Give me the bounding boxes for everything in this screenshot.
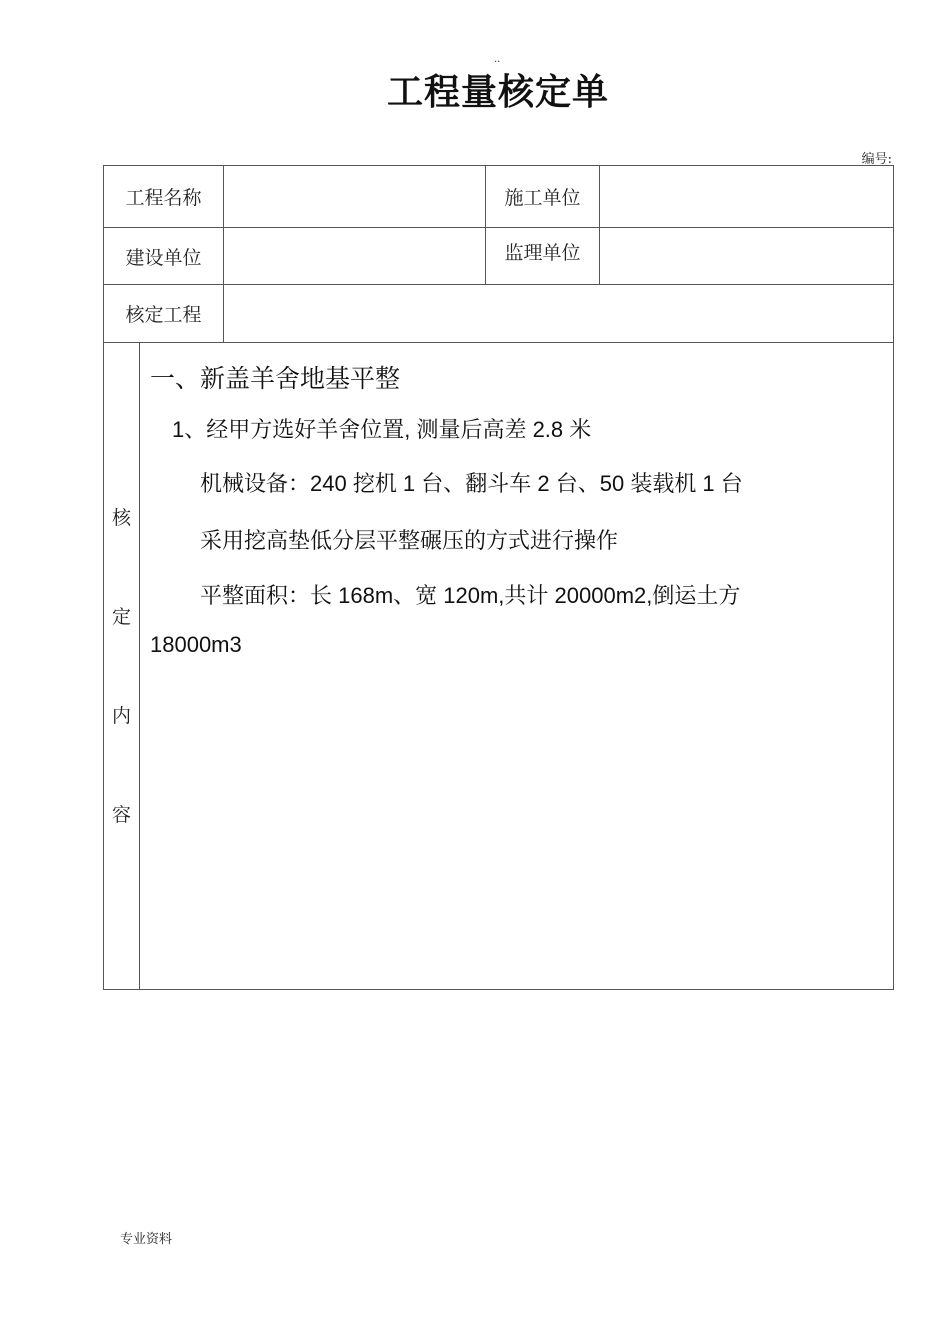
side-char-2: 定 [111, 606, 131, 628]
supervisor-label: 监理单位 [486, 228, 600, 285]
builder-value[interactable] [224, 228, 486, 285]
supervisor-value[interactable] [600, 228, 894, 285]
contractor-value[interactable] [600, 166, 894, 228]
project-name-label: 工程名称 [104, 166, 224, 228]
form-row-content [104, 343, 894, 990]
header-marks: .. [494, 54, 501, 65]
side-char-1: 核 [111, 507, 131, 529]
content-line-2: 机械设备：240 挖机 1 台、翻斗车 2 台、50 装载机 1 台 [200, 471, 743, 496]
verify-content-body[interactable] [140, 343, 894, 990]
side-char-3: 内 [111, 705, 131, 727]
page-title: 工程量核定单 [386, 72, 609, 113]
content-heading: 一、新盖羊舍地基平整 [150, 364, 401, 393]
contractor-label: 施工单位 [486, 166, 600, 228]
verify-content-side-label [104, 343, 140, 990]
builder-label: 建设单位 [104, 228, 224, 285]
form-row-verify-project [104, 285, 894, 343]
content-line-5: 18000m3 [150, 632, 242, 657]
form-row-project [104, 166, 894, 228]
form-row-builder [104, 228, 894, 285]
project-name-value[interactable] [224, 166, 486, 228]
verification-form-table [103, 165, 894, 990]
content-line-4: 平整面积：长 168m、宽 120m,共计 20000m2,倒运土方 [200, 583, 741, 608]
content-line-3: 采用挖高垫低分层平整碾压的方式进行操作 [200, 528, 619, 553]
verify-project-value[interactable] [224, 285, 894, 343]
content-line-1: 1、经甲方选好羊舍位置, 测量后高差 2.8 米 [172, 417, 592, 442]
verify-project-label: 核定工程 [104, 285, 224, 343]
document-code-label: 编号: [861, 152, 892, 167]
footer-text: 专业资料 [120, 1232, 173, 1247]
side-char-4: 容 [111, 804, 131, 826]
